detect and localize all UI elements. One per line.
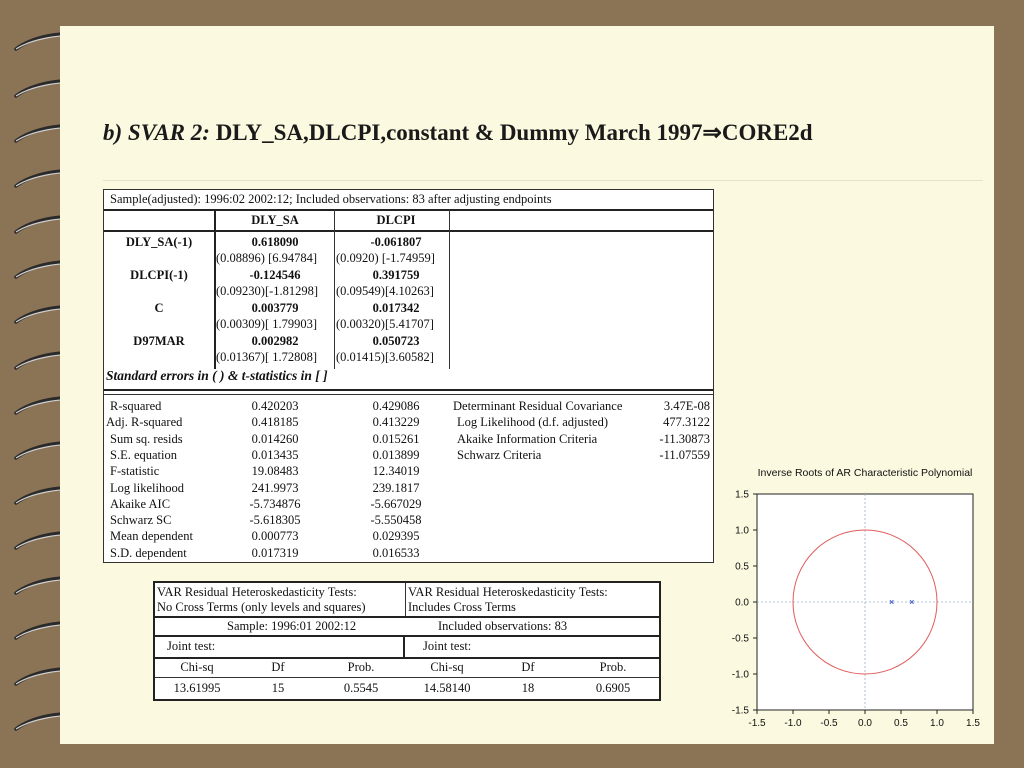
title-rest: DLY_SA,DLCPI,constant & Dummy March 1997 <box>215 120 703 145</box>
stat-label: F-statistic <box>110 464 160 479</box>
het-included: Included observations: 83 <box>438 619 568 633</box>
het-col-header: Df <box>271 660 285 674</box>
het-right-title-2: Includes Cross Terms <box>408 600 516 614</box>
implies-arrow: ⇒ <box>702 120 722 145</box>
system-stat-label: Determinant Residual Covariance <box>453 399 623 413</box>
x-tick-label: -1.0 <box>784 718 802 729</box>
het-right-title-1: VAR Residual Heteroskedasticity Tests: <box>408 585 608 599</box>
het-left-title-2: No Cross Terms (only levels and squares) <box>157 600 366 614</box>
inverse-roots-chart <box>720 482 990 740</box>
stat-value: 12.34019 <box>372 464 420 479</box>
errors-note: Standard errors in ( ) & t-statistics in [ ] <box>106 368 328 383</box>
system-stat-value: -11.30873 <box>659 431 710 446</box>
coef-se-t: (0.00320)[5.41707] <box>336 317 434 331</box>
y-tick-label: 0.5 <box>735 561 749 573</box>
title-divider <box>103 180 983 181</box>
coef-value: 0.618090 <box>251 235 299 249</box>
y-tick-label: -0.5 <box>731 633 749 645</box>
system-stat-label: Schwarz Criteria <box>457 447 542 462</box>
coef-name: DLCPI(-1) <box>130 268 188 282</box>
stat-value: -5.618305 <box>249 513 301 528</box>
stat-label: S.E. equation <box>110 447 178 462</box>
stat-value: 0.014260 <box>251 431 299 446</box>
x-tick-label: 1.5 <box>966 718 980 729</box>
het-value: 13.61995 <box>173 681 221 695</box>
x-tick-label: -1.5 <box>748 718 766 729</box>
coef-se-t: (0.09549)[4.10263] <box>336 284 434 298</box>
y-tick-label: 0.0 <box>735 597 749 609</box>
x-tick-label: 0.0 <box>858 718 872 729</box>
het-value: 15 <box>271 681 285 695</box>
stat-value: 0.420203 <box>251 399 299 413</box>
coef-value: 0.017342 <box>372 301 420 315</box>
stat-value: 0.015261 <box>372 431 420 446</box>
stat-label: Akaike AIC <box>110 496 171 511</box>
y-tick-label: 1.5 <box>735 489 749 501</box>
var-estimates-table <box>103 189 714 563</box>
coef-name: DLY_SA(-1) <box>125 235 193 249</box>
stat-value: 0.413229 <box>372 415 420 430</box>
stat-value: 239.1817 <box>372 480 420 495</box>
stat-value: 0.000773 <box>251 529 299 544</box>
het-value: 14.58140 <box>423 681 471 695</box>
y-tick-label: 1.0 <box>735 525 749 537</box>
stat-value: 0.013435 <box>251 447 299 462</box>
coef-value: 0.003779 <box>251 301 299 315</box>
stat-label: Sum sq. resids <box>110 431 183 446</box>
het-col-header: Chi-sq <box>430 660 464 674</box>
coef-se-t: (0.00309)[ 1.79903] <box>216 317 318 331</box>
system-stat-value: -11.07559 <box>659 447 710 462</box>
stat-value: 0.016533 <box>372 545 420 560</box>
coef-value: 0.391759 <box>372 268 420 282</box>
x-tick-label: -0.5 <box>820 718 838 729</box>
stat-value: 19.08483 <box>251 464 299 479</box>
het-col-header: Df <box>521 660 535 674</box>
coef-se-t: (0.01367)[ 1.72808] <box>216 350 318 364</box>
stat-label: S.D. dependent <box>110 545 187 560</box>
het-col-header: Prob. <box>599 660 627 674</box>
system-stat-label: Log Likelihood (d.f. adjusted) <box>457 415 609 430</box>
heteroskedasticity-table <box>153 581 661 701</box>
stat-value: 0.029395 <box>372 529 420 544</box>
stat-label: Schwarz SC <box>110 513 172 528</box>
stat-label: Log likelihood <box>110 480 184 495</box>
het-left-title-1: VAR Residual Heteroskedasticity Tests: <box>157 585 357 599</box>
coef-name: D97MAR <box>133 334 185 348</box>
joint-test-left: Joint test: <box>167 639 216 653</box>
title-italic: b) SVAR 2: <box>103 120 210 145</box>
coef-se-t: (0.09230)[-1.81298] <box>216 284 319 298</box>
coef-value: 0.050723 <box>372 334 420 348</box>
stat-value: -5.550458 <box>370 513 422 528</box>
stat-value: 241.9973 <box>251 480 299 495</box>
slide-title <box>103 120 813 146</box>
coef-se-t: (0.01415)[3.60582] <box>336 350 434 364</box>
chart-title: Inverse Roots of AR Characteristic Polynomial <box>757 467 973 479</box>
y-tick-label: -1.0 <box>731 669 749 681</box>
stat-label: Mean dependent <box>110 529 193 544</box>
sample-line: Sample(adjusted): 1996:02 2002:12; Included observations: 83 after adjusting endpoints <box>110 192 552 206</box>
col-header-dlcpi: DLCPI <box>376 213 416 227</box>
system-stat-value: 477.3122 <box>663 415 710 430</box>
title-end: CORE2d <box>721 120 813 145</box>
stat-value: -5.667029 <box>370 496 422 511</box>
y-tick-label: -1.5 <box>731 705 749 717</box>
stat-value: 0.429086 <box>372 399 420 413</box>
het-value: 18 <box>521 681 535 695</box>
coef-se-t: (0.0920) [-1.74959] <box>336 251 435 265</box>
het-sample: Sample: 1996:01 2002:12 <box>227 619 357 633</box>
stat-label: Adj. R-squared <box>106 415 183 430</box>
system-stat-value: 3.47E-08 <box>663 399 710 413</box>
stat-value: 0.013899 <box>372 447 420 462</box>
coef-name: C <box>154 301 164 315</box>
coef-value: -0.061807 <box>370 235 422 249</box>
het-col-header: Prob. <box>347 660 375 674</box>
joint-test-right: Joint test: <box>423 639 472 653</box>
het-value: 0.5545 <box>343 681 379 695</box>
x-tick-label: 0.5 <box>894 718 908 729</box>
x-tick-label: 1.0 <box>930 718 944 729</box>
stat-value: -5.734876 <box>249 496 301 511</box>
coef-value: 0.002982 <box>251 334 299 348</box>
system-stat-label: Akaike Information Criteria <box>457 431 598 446</box>
het-col-header: Chi-sq <box>180 660 214 674</box>
coef-se-t: (0.08896) [6.94784] <box>216 251 318 265</box>
coef-value: -0.124546 <box>249 268 301 282</box>
stat-value: 0.418185 <box>251 415 299 430</box>
stat-value: 0.017319 <box>251 545 299 560</box>
stat-label: R-squared <box>110 399 162 413</box>
col-header-dly-sa: DLY_SA <box>251 213 299 227</box>
het-value: 0.6905 <box>595 681 631 695</box>
